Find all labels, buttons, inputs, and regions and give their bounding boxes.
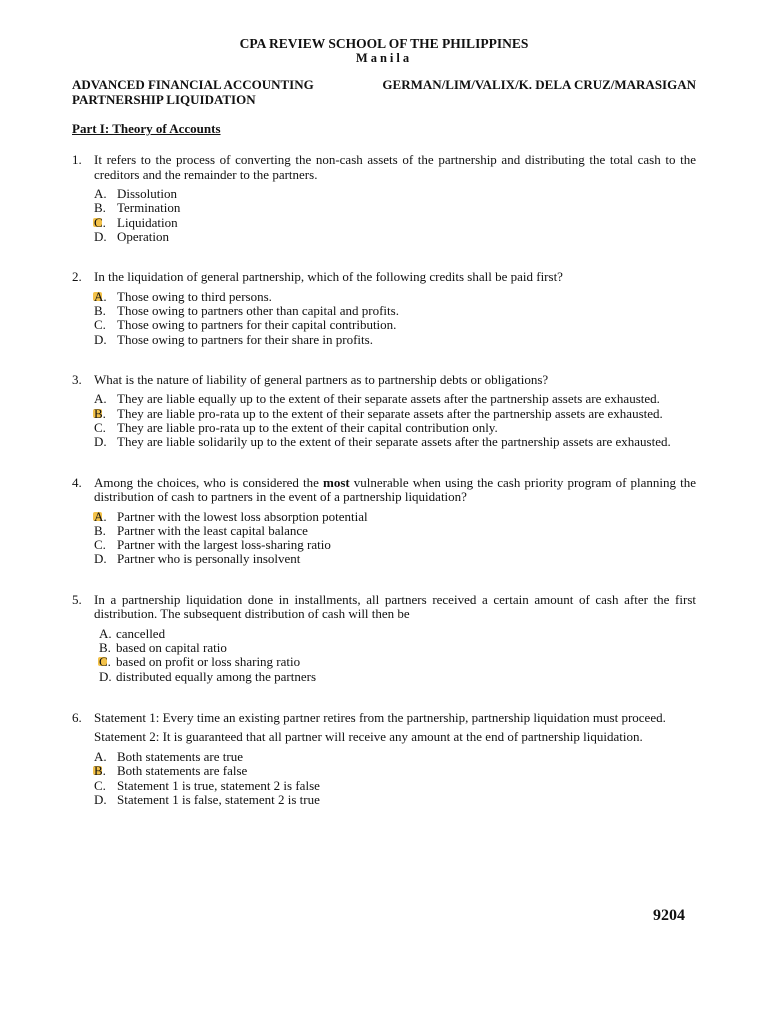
question-text xyxy=(94,711,696,745)
question-text: What is the nature of liability of general partners as to partnership debts or obligations? xyxy=(94,371,549,387)
option-a: A. Dissolution xyxy=(94,186,177,201)
option-list xyxy=(94,627,696,684)
question-6 xyxy=(72,711,696,807)
part-heading: Part I: Theory of Accounts xyxy=(72,121,221,136)
answer-highlight: A. xyxy=(94,508,107,524)
course-authors: GERMAN/LIM/VALIX/K. DELA CRUZ/MARASIGAN xyxy=(382,77,696,92)
option-d: D. Partner who is personally insolvent xyxy=(94,551,301,567)
question-1 xyxy=(72,153,696,244)
option-a: A. cancelled xyxy=(99,625,166,641)
page-number: 9204 xyxy=(653,907,685,924)
emphasis-most: most xyxy=(322,474,350,490)
option-d: D. Statement 1 is false, statement 2 is true xyxy=(94,791,320,807)
option-b: B. Termination xyxy=(94,200,181,216)
question-2 xyxy=(72,270,696,347)
option-c: C. They are liable pro-rata up to the extent of their capital contribution only. xyxy=(94,419,498,435)
option-b: B. Partner with the least capital balance xyxy=(94,522,308,538)
question-text: In the liquidation of general partnership, which of the following credits shall be paid first? xyxy=(94,269,563,285)
option-list xyxy=(94,290,696,347)
question-number: 3. xyxy=(72,371,82,387)
option-b: B. They are liable pro-rata up to the extent of their separate assets after the partnership assets are exhausted. xyxy=(94,405,663,421)
option-a: A. Partner with the lowest loss absorption potential xyxy=(94,508,368,524)
question-number: 1. xyxy=(72,152,82,167)
question-number: 6. xyxy=(72,709,82,725)
school-name: CPA REVIEW SCHOOL OF THE PHILIPPINES xyxy=(239,36,529,51)
school-city: Manila xyxy=(355,51,413,65)
answer-highlight: C. xyxy=(94,214,106,230)
option-list xyxy=(94,187,696,244)
topic-title: PARTNERSHIP LIQUIDATION xyxy=(72,92,256,107)
question-number: 2. xyxy=(72,269,82,285)
course-title: ADVANCED FINANCIAL ACCOUNTING xyxy=(72,77,314,92)
answer-highlight: A. xyxy=(94,288,107,304)
answer-highlight: C. xyxy=(99,654,111,670)
option-c: C. Those owing to partners for their capital contribution. xyxy=(94,317,397,333)
question-number: 4. xyxy=(72,474,82,490)
option-d: D. distributed equally among the partners xyxy=(99,668,317,684)
option-d: D. Those owing to partners for their share in profits. xyxy=(94,331,373,347)
option-list xyxy=(94,510,696,567)
question-3 xyxy=(72,373,696,450)
option-list xyxy=(94,392,696,449)
option-c: C. based on profit or loss sharing ratio xyxy=(99,654,301,670)
option-a: A. Both statements are true xyxy=(94,748,243,764)
course-row xyxy=(72,77,696,92)
question-text: Among the choices, who is considered the most vulnerable when using the cash priority program of planning the distribution of cash to partners in the event of a partnership liquidation? xyxy=(94,474,696,505)
option-b: B. based on capital ratio xyxy=(99,640,227,656)
option-b: B. Those owing to partners other than capital and profits. xyxy=(94,302,399,318)
question-text: In a partnership liquidation done in installments, all partners received a certain amount of cash after the first distribution. The subsequent distribution of cash will then be xyxy=(94,591,696,622)
question-text: It refers to the process of converting the non-cash assets of the partnership and distributing the total cash to the creditors and the remainder to the partners. xyxy=(94,152,696,182)
option-a: A. They are liable equally up to the extent of their separate assets after the partnership assets are exhausted. xyxy=(94,391,660,407)
question-5 xyxy=(72,593,696,684)
option-b: B. Both statements are false xyxy=(94,763,248,779)
document-page xyxy=(72,36,696,807)
question-number: 5. xyxy=(72,591,82,607)
option-list xyxy=(94,750,696,807)
option-d: D. They are liable solidarily up to the extent of their separate assets after the partnership assets are exhausted. xyxy=(94,434,671,450)
option-c: C. Partner with the largest loss-sharing ratio xyxy=(94,537,331,553)
option-a: A. Those owing to third persons. xyxy=(94,288,272,304)
option-c: C. Liquidation xyxy=(94,214,178,230)
statement-1: Statement 1: Every time an existing partner retires from the partnership, partnership liquidation must proceed. xyxy=(94,709,666,725)
statement-2: Statement 2: It is guaranteed that all partner will receive any amount at the end of partnership liquidation. xyxy=(94,729,643,745)
answer-highlight: B. xyxy=(94,763,106,779)
option-c: C. Statement 1 is true, statement 2 is false xyxy=(94,777,320,793)
option-d: D. Operation xyxy=(94,228,169,244)
answer-highlight: B. xyxy=(94,405,106,421)
question-4 xyxy=(72,476,696,567)
